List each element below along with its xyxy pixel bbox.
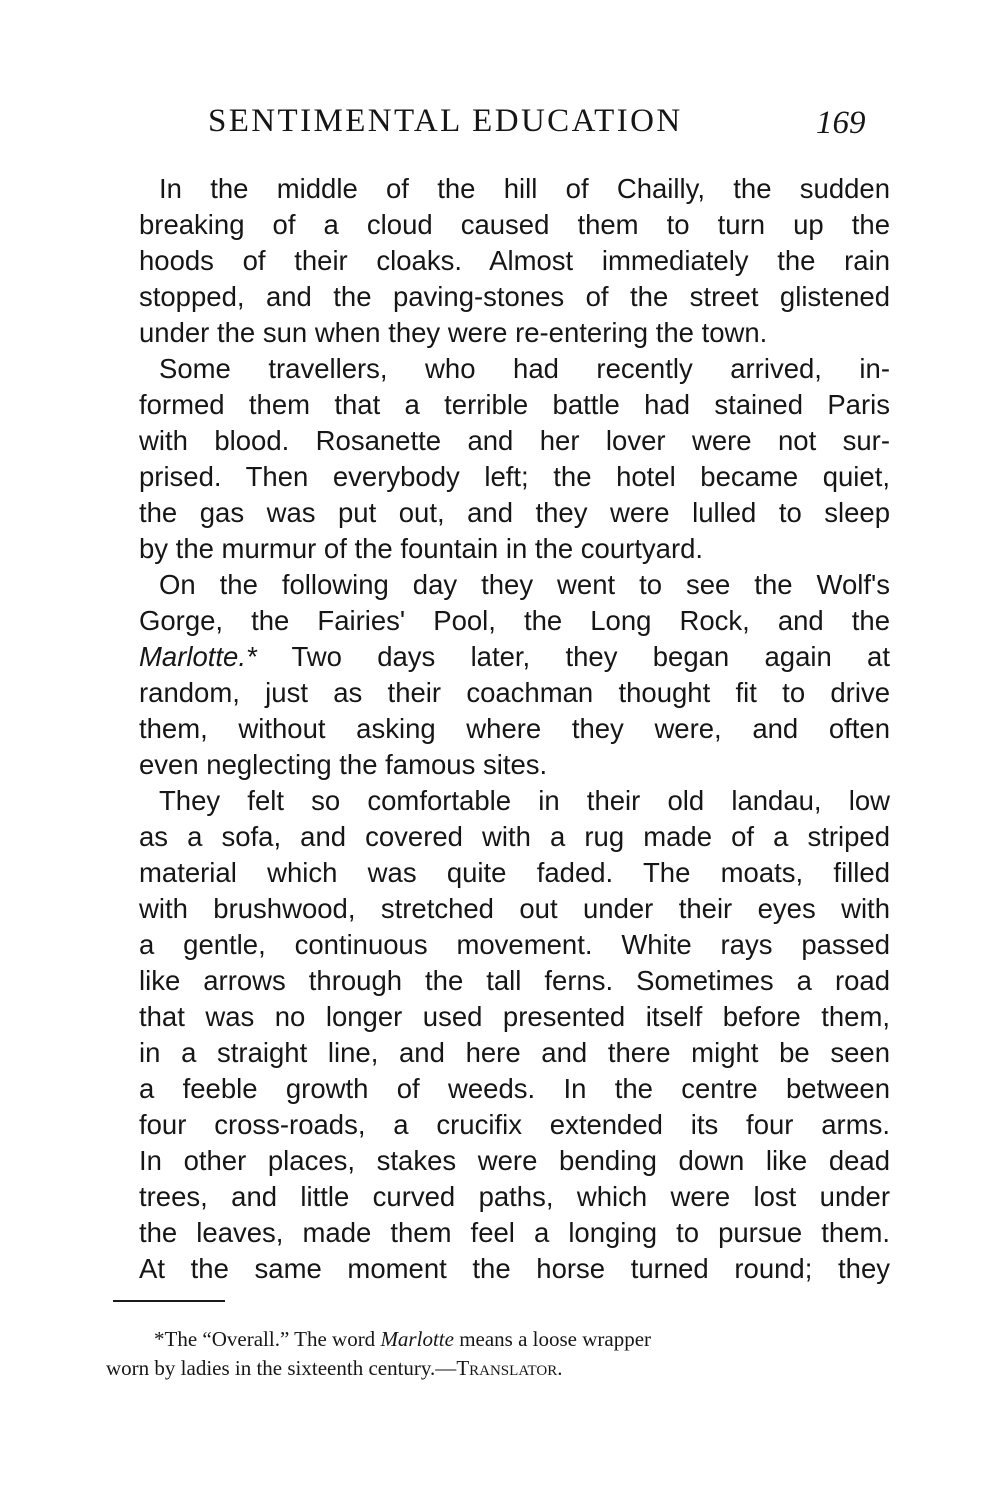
- text-line: under the sun when they were re-entering the town.: [139, 317, 768, 348]
- text-line: the gas was put out, and they were lulled to sleep: [139, 497, 890, 528]
- text-line: hoods of their cloaks. Almost immediately the rain: [139, 245, 890, 276]
- text-line: material which was quite faded. The moats, filled: [139, 857, 890, 888]
- text-line-rest: Two days later, they began again at: [291, 641, 890, 672]
- text-line: four cross-roads, a crucifix extended its four arms.: [139, 1109, 890, 1140]
- text-line: trees, and little curved paths, which were lost under: [139, 1181, 890, 1212]
- text-line: They felt so comfortable in their old landau, low: [159, 785, 890, 816]
- footnote-line2-text: worn by ladies in the sixteenth century.—: [106, 1356, 457, 1380]
- body-text: [139, 171, 890, 1287]
- text-line: breaking of a cloud caused them to turn up the: [139, 209, 890, 240]
- text-line: prised. Then everybody left; the hotel became quiet,: [139, 461, 890, 492]
- text-line: them, without asking where they were, and often: [139, 713, 890, 744]
- text-line: that was no longer used presented itself before them,: [139, 1001, 890, 1032]
- running-title: SENTIMENTAL EDUCATION: [208, 103, 683, 139]
- text-line: in a straight line, and here and there might be seen: [139, 1037, 890, 1068]
- text-line: Some travellers, who had recently arrived, in-: [159, 353, 890, 384]
- footnote-divider: [113, 1300, 225, 1302]
- text-line: the leaves, made them feel a longing to pursue them.: [139, 1217, 890, 1248]
- text-line: a gentle, continuous movement. White rays passed: [139, 929, 890, 960]
- text-line: random, just as their coachman thought fit to drive: [139, 677, 890, 708]
- text-line: like arrows through the tall ferns. Sometimes a road: [139, 965, 890, 996]
- text-line: a feeble growth of weeds. In the centre between: [139, 1073, 890, 1104]
- footnote-line1-rest: means a loose wrapper: [459, 1327, 652, 1351]
- text-line: Gorge, the Fairies' Pool, the Long Rock, and the: [139, 605, 890, 636]
- text-line: stopped, and the paving-stones of the street glistened: [139, 281, 890, 312]
- page-number: 169: [816, 105, 866, 141]
- text-line: with blood. Rosanette and her lover were not sur-: [139, 425, 890, 456]
- text-line-marlotte: [139, 639, 890, 675]
- text-line: with brushwood, stretched out under their eyes with: [139, 893, 890, 924]
- footnote-line: [106, 1354, 886, 1383]
- italic-word-marlotte: Marlotte.*: [139, 641, 257, 672]
- footnote: [106, 1325, 886, 1383]
- footnote-attribution: Translator.: [456, 1356, 563, 1380]
- footnote-italic-word: Marlotte: [380, 1327, 454, 1351]
- text-line: as a sofa, and covered with a rug made of a striped: [139, 821, 890, 852]
- text-line: On the following day they went to see the Wolf's: [159, 569, 890, 600]
- text-line: In the middle of the hill of Chailly, the sudden: [159, 173, 890, 204]
- text-line: by the murmur of the fountain in the courtyard.: [139, 533, 704, 564]
- text-line: At the same moment the horse turned round; they: [139, 1253, 890, 1284]
- text-line: In other places, stakes were bending down like dead: [139, 1145, 890, 1176]
- text-line: even neglecting the famous sites.: [139, 749, 548, 780]
- page-header: [208, 99, 908, 143]
- footnote-marker-text: *The “Overall.” The word: [154, 1327, 376, 1351]
- footnote-line: [106, 1325, 886, 1354]
- text-line: formed them that a terrible battle had stained Paris: [139, 389, 890, 420]
